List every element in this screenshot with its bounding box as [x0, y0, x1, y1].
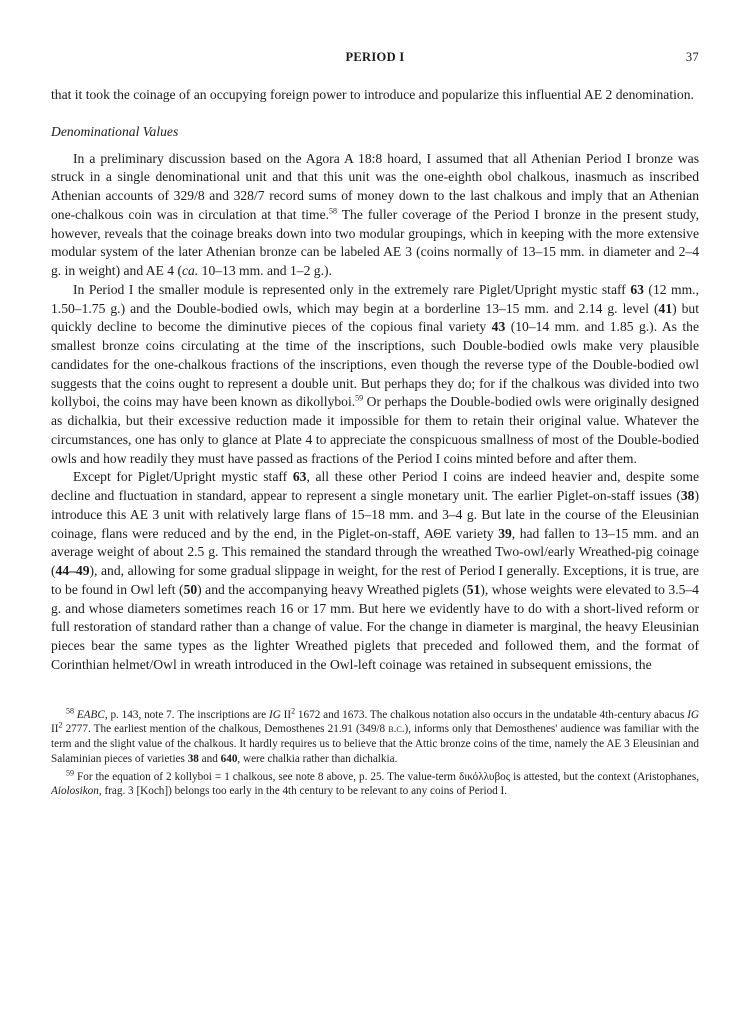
footnote-58: $^{58}$ EABC, p. 143, note 7. The inscriptions are IG $II^2$ 1672 and 1673. The chalkous notation also occurs in the undatable 4th-century abacus IG $II^2$ 2777. The earliest mention of the chalkous, Demosthenes 21.91 (349/8 b.c.), informs only that Demosthenes' audience was familiar with the term and the slight value of the chalkous. It hardly requires us to believe that the Attic bronze coins of the time, namely the AE 3 Eleusinian and Salaminian pieces of varieties 38 and 640, were chalkia rather than dichalkia. [51, 705, 700, 765]
page [51, 50, 699, 802]
body-text [51, 86, 699, 675]
footnote-ref-58[interactable]: 58 [329, 206, 338, 216]
opening-paragraph: that it took the coinage of an occupying foreign power to introduce and popularize this influential AE 2 denomination. [51, 87, 694, 102]
footnotes [51, 705, 700, 800]
running-head: PERIOD I [345, 50, 405, 64]
page-header [51, 50, 699, 70]
paragraph-1: In a preliminary discussion based on the Agora A 18:8 hoard, I assumed that all Athenian Period I bronze was struck in a single denominational unit and that this unit was the one-eighth obol chalkous, inasmuch as inscribed Athenian accounts of 329/8 and 328/7 record sums of money down to the last chalkous and imply that an Athenian one-chalkous coin was in circulation at that time.$^{58}$ The fuller coverage of the Period I bronze in the present study, however, reveals that the coinage breaks down into two modular groupings, which in keeping with the more extensive modular system of the later Athenian bronze can be labeled AE 3 (coins normally of 13–15 mm. in diameter and 2–4 g. in weight) and AE 4 (ca. 10–13 mm. and 1–2 g.). [51, 150, 699, 278]
footnote-ref-59[interactable]: 59 [355, 393, 364, 403]
paragraph-2: In Period I the smaller module is represented only in the extremely rare Piglet/Upright mystic staff 63 (12 mm., 1.50–1.75 g.) and the Double-bodied owls, which may begin at a borderline 13–15 mm. and 2.14 g. level (41) but quickly decline to become the diminutive pieces of the copious final variety 43 (10–14 mm. and 1.85 g.). As the smallest bronze coins circulating at the time of the inscriptions, such Double-bodied owls make very plausible candidates for the one-chalkous fractions of the inscriptions, even though the reverse type of the Double-bodied owl suggests that the coins ought to represent a double unit. But perhaps they do; for if the chalkous was divided into two kollyboi, the coins may have been known as dikollyboi.$^{59}$ Or perhaps the Double-bodied owls were originally designed as dichalkia, but their excessive reduction made it impossible for them to retain their original value. Whatever the circumstances, one has only to glance at Plate 4 to appreciate the conspicuous smallness of most of the Double-bodied owls and how readily they must have passed as fractions of the Period I coins minted before and after them. [51, 281, 700, 466]
footnote-59: $^{59}$ For the equation of 2 kollyboi = 1 chalkous, see note 8 above, p. 25. The value-term δικόλλυβος is attested, but the context (Aristophanes, Aiolosikon, frag. 3 [Koch]) belongs too early in the 4th century to be relevant to any coins of Period I. [51, 767, 699, 798]
section-title: Denominational Values [51, 123, 179, 139]
paragraph-3: Except for Piglet/Upright mystic staff 63, all these other Period I coins are indeed heavier and, despite some decline and fluctuation in standard, appear to represent a single monetary unit. The earlier Piglet-on-staff issues (38) introduce this AE 3 unit with relatively large flans of 15–18 mm. and 3–4 g. But late in the course of the Eleusinian coinage, flans were reduced and by the end, in the Piglet-on-staff, ΑΘΕ variety 39, had fallen to 13–15 mm. and an average weight of about 2.5 g. This remained the standard through the wreathed Two-owl/early Wreathed-pig coinage (44–49), and, allowing for some gradual slippage in weight, for the rest of Period I generally. Exceptions, it is true, are to be found in Owl left (50) and the accompanying heavy Wreathed piglets (51), whose weights were elevated to 3.5–4 g. and whose diameters sometimes reach 16 or 17 mm. But here we evidently have to do with a short-lived reform or full restoration of standard rather than a change of value. For the change in diameter is marginal, the heavy Eleusinian pieces bear the same types as the lighter Wreathed piglets that preceded and followed them, and the format of Corinthian helmet/Owl in wreath introduced in the Owl-left coinage was retained in subsequent emissions, the [51, 469, 699, 672]
page-number: 37 [685, 50, 699, 64]
